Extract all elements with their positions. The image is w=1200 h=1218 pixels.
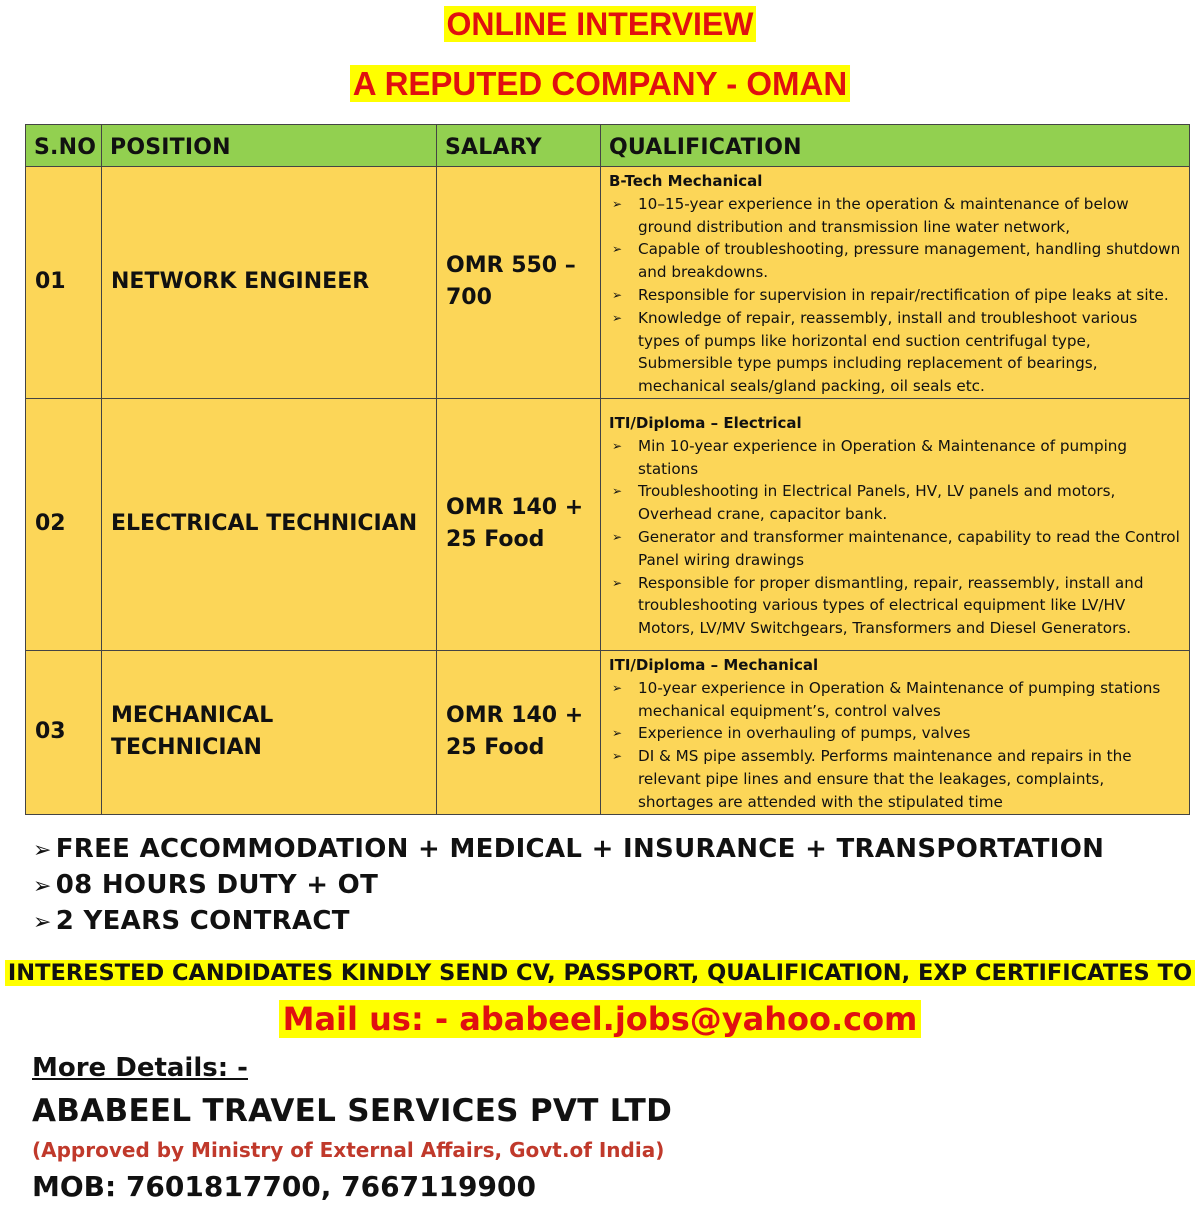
jobs-table xyxy=(25,124,1190,815)
approval-note: (Approved by Ministry of External Affairs, Govt.of India) xyxy=(32,1138,665,1162)
arrow-bullet-icon: ➢ xyxy=(33,874,52,899)
arrow-bullet-icon: ➢ xyxy=(612,310,623,325)
position-cell xyxy=(102,650,437,814)
qualification-list xyxy=(609,435,1181,640)
list-item: ➢ Generator and transformer maintenance, capability to read the Control Panel wiring drawings xyxy=(612,527,1180,569)
qualification-title: ITI/Diploma – Electrical xyxy=(609,413,802,432)
list-item: ➢ 10-year experience in Operation & Maintenance of pumping stations mechanical equipment’s, control valves xyxy=(612,678,1161,720)
list-item: ➢ Min 10-year experience in Operation & Maintenance of pumping stations xyxy=(612,436,1128,478)
qualification-list xyxy=(609,193,1181,398)
qualification-title: B-Tech Mechanical xyxy=(609,172,763,190)
list-item: ➢ Capable of troubleshooting, pressure management, handling shutdown and breakdowns. xyxy=(612,240,1181,282)
arrow-bullet-icon: ➢ xyxy=(612,575,623,590)
position-line: TECHNICIAN xyxy=(111,735,262,761)
header-position: POSITION xyxy=(102,125,437,167)
position-cell: ELECTRICAL TECHNICIAN xyxy=(102,398,437,650)
qualification-cell xyxy=(601,650,1190,814)
salary-line: 25 Food xyxy=(446,735,545,761)
table-row xyxy=(26,167,1190,399)
salary-line: OMR 140 + xyxy=(446,703,584,729)
salary-cell xyxy=(437,167,601,399)
list-item: ➢ Experience in overhauling of pumps, valves xyxy=(609,722,1181,745)
list-item: ➢ Responsible for supervision in repair/rectification of pipe leaks at site. xyxy=(609,284,1181,307)
sno-cell: 02 xyxy=(26,398,102,650)
company-name: ABABEEL TRAVEL SERVICES PVT LTD xyxy=(32,1093,673,1129)
headline-company-location: A REPUTED COMPANY - OMAN xyxy=(0,63,1200,105)
headline-online-interview: ONLINE INTERVIEW xyxy=(0,4,1200,44)
qualification-list xyxy=(609,677,1181,814)
apply-instructions: INTERESTED CANDIDATES KINDLY SEND CV, PASSPORT, QUALIFICATION, EXP CERTIFICATES TO xyxy=(0,958,1200,988)
header-qualification: QUALIFICATION xyxy=(601,125,1190,167)
mobile-numbers: MOB: 7601817700, 7667119900 xyxy=(32,1170,536,1203)
table-row xyxy=(26,650,1190,814)
arrow-bullet-icon: ➢ xyxy=(612,438,623,453)
salary-cell xyxy=(437,650,601,814)
salary-line: OMR 140 + xyxy=(446,495,584,521)
list-item: ➢ DI & MS pipe assembly. Performs maintenance and repairs in the relevant pipe lines and ensure that the leakages, complaints, shortages are attended with the stipulated time xyxy=(612,747,1132,811)
arrow-bullet-icon: ➢ xyxy=(33,838,52,863)
arrow-bullet-icon: ➢ xyxy=(612,484,623,499)
list-item: ➢ 10–15-year experience in the operation & maintenance of below ground distribution and transmission line water network, xyxy=(612,194,1129,236)
list-item: ➢ Responsible for proper dismantling, repair, reassembly, install and troubleshooting various types of electrical equipment like LV/HV Motors, LV/MV Switchgears, Transformers and Diesel Generators. xyxy=(612,573,1144,638)
table-row xyxy=(26,398,1190,650)
sno-cell: 03 xyxy=(26,650,102,814)
salary-line: 700 xyxy=(446,285,492,311)
arrow-bullet-icon: ➢ xyxy=(612,196,623,211)
benefit-item: ➢ FREE ACCOMMODATION + MEDICAL + INSURANCE + TRANSPORTATION xyxy=(33,834,1105,864)
table-header-row xyxy=(26,125,1190,167)
qualification-title: ITI/Diploma – Mechanical xyxy=(609,655,819,674)
salary-cell xyxy=(437,398,601,650)
arrow-bullet-icon: ➢ xyxy=(612,726,623,741)
sno-cell: 01 xyxy=(26,167,102,399)
benefit-item: ➢ 2 YEARS CONTRACT xyxy=(33,906,350,936)
more-details-label: More Details: - xyxy=(32,1053,248,1083)
arrow-bullet-icon: ➢ xyxy=(33,910,52,935)
header-sno: S.NO xyxy=(26,125,102,167)
arrow-bullet-icon: ➢ xyxy=(612,242,623,257)
arrow-bullet-icon: ➢ xyxy=(612,287,623,302)
email-contact[interactable]: Mail us: - ababeel.jobs@yahoo.com xyxy=(0,998,1200,1040)
arrow-bullet-icon: ➢ xyxy=(612,529,623,544)
benefit-item: ➢ 08 HOURS DUTY + OT xyxy=(33,870,379,900)
arrow-bullet-icon: ➢ xyxy=(612,680,623,695)
list-item: ➢ Troubleshooting in Electrical Panels, HV, LV panels and motors, Overhead crane, capacitor bank. xyxy=(612,482,1116,524)
salary-line: 25 Food xyxy=(446,527,545,553)
arrow-bullet-icon: ➢ xyxy=(612,749,623,764)
benefits-list xyxy=(33,832,1104,940)
list-item: ➢ Knowledge of repair, reassembly, install and troubleshoot various types of pumps like horizontal end suction centrifugal type, Submersible type pumps including replacement of bearings, mechanical seals/gland packing, oil seals etc. xyxy=(612,308,1138,396)
qualification-cell xyxy=(601,398,1190,650)
qualification-cell xyxy=(601,167,1190,399)
position-cell: NETWORK ENGINEER xyxy=(102,167,437,399)
salary-line: OMR 550 – xyxy=(446,253,576,279)
header-salary: SALARY xyxy=(437,125,601,167)
position-line: MECHANICAL xyxy=(111,703,274,729)
